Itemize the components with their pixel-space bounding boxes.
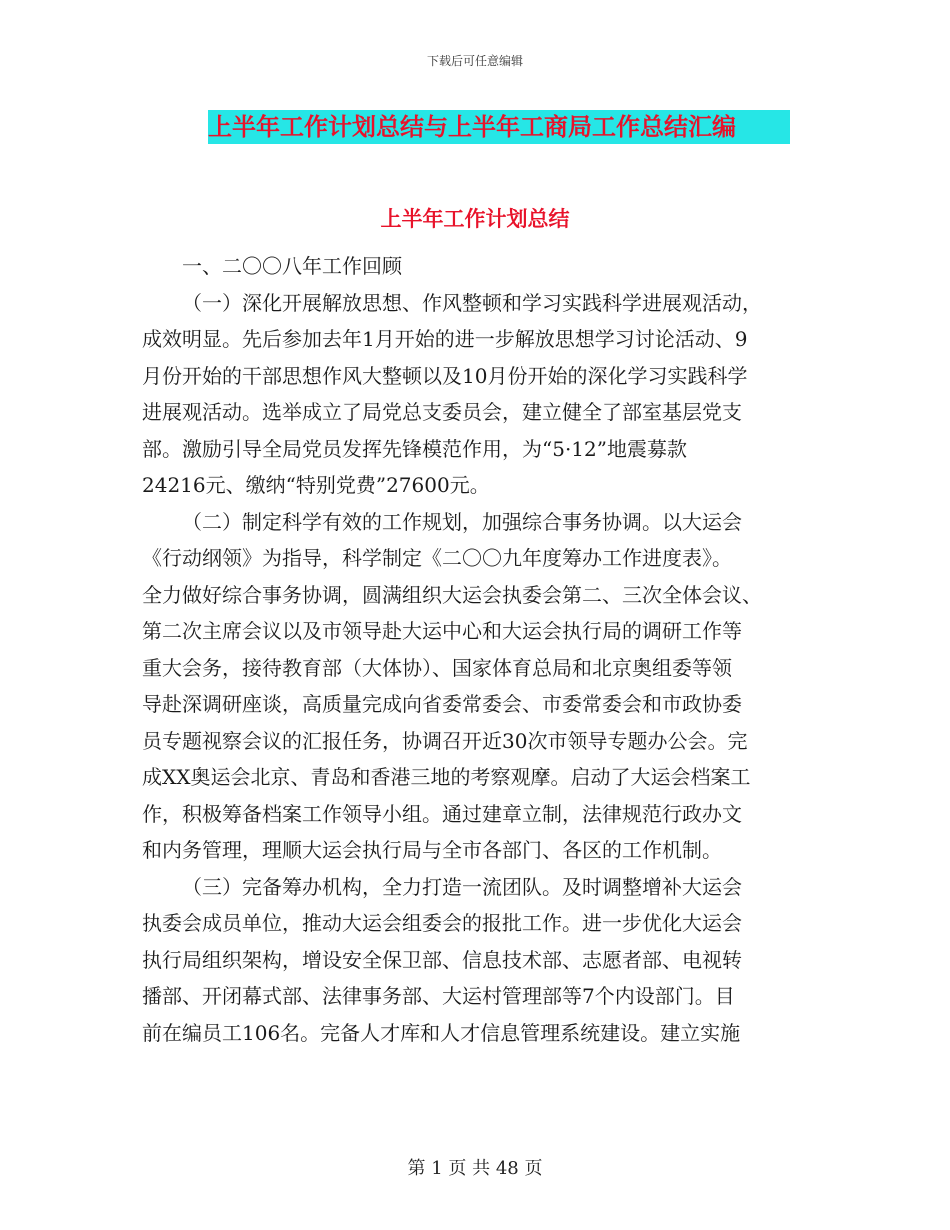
text-line: 全力做好综合事务协调，圆满组织大运会执委会第二、三次全体会议、 <box>142 582 762 607</box>
page-number: 第 1 页 共 48 页 <box>407 1158 543 1179</box>
text-line: 重大会务，接待教育部（大体协）、国家体育总局和北京奥组委等领 <box>142 655 732 680</box>
header-note: 下载后可任意编辑 <box>426 54 523 68</box>
text-line: （一）深化开展解放思想、作风整顿和学习实践科学进展观活动， <box>182 290 762 315</box>
text-line: 执委会成员单位，推动大运会组委会的报批工作。进一步优化大运会 <box>142 911 742 935</box>
text-line: 前在编员工106名。完备人才库和人才信息管理系统建设。建立实施 <box>142 1020 741 1045</box>
text-line: 进展观活动。选举成立了局党总支委员会，建立健全了部室基层党支 <box>142 400 742 424</box>
section-title: 上半年工作计划总结 <box>380 207 570 231</box>
text-line: 第二次主席会议以及市领导赴大运中心和大运会执行局的调研工作等 <box>142 619 742 643</box>
text-line: 成XX奥运会北京、青岛和香港三地的考察观摩。启动了大运会档案工 <box>142 765 751 789</box>
text-line: 成效明显。先后参加去年1月开始的进一步解放思想学习讨论活动、9 <box>142 327 748 351</box>
text-line: 部。激励引导全局党员发挥先锋模范作用，为“5·12”地震募款 <box>142 436 687 461</box>
document-title: 上半年工作计划总结与上半年工商局工作总结汇编 <box>208 110 790 144</box>
text-line: 导赴深调研座谈，高质量完成向省委常委会、市委常委会和市政协委 <box>142 692 742 716</box>
text-line: （二）制定科学有效的工作规划，加强综合事务协调。以大运会 <box>182 509 742 534</box>
text-line: 月份开始的干部思想作风大整顿以及10月份开始的深化学习实践科学 <box>142 363 748 388</box>
text-line: 和内务管理，理顺大运会执行局与全市各部门、各区的工作机制。 <box>142 838 722 862</box>
text-line: 24216元、缴纳“特别党费”27600元。 <box>142 473 490 497</box>
text-line: 执行局组织架构，增设安全保卫部、信息技术部、志愿者部、电视转 <box>142 947 742 972</box>
text-line: 员专题视察会议的汇报任务，协调召开近30次市领导专题办公会。完 <box>142 728 748 753</box>
text-line: 播部、开闭幕式部、法律事务部、大运村管理部等7个内设部门。目 <box>142 984 735 1008</box>
text-line: 作，积极筹备档案工作领导小组。通过建章立制，法律规范行政办文 <box>142 801 742 826</box>
text-line: （三）完备筹办机构，全力打造一流团队。及时调整增补大运会 <box>182 874 742 899</box>
text-line: 《行动纲领》为指导，科学制定《二〇〇九年度筹办工作进度表》。 <box>142 546 732 570</box>
text-line: 一、二〇〇八年工作回顾 <box>182 254 402 278</box>
body-text <box>142 248 806 1051</box>
